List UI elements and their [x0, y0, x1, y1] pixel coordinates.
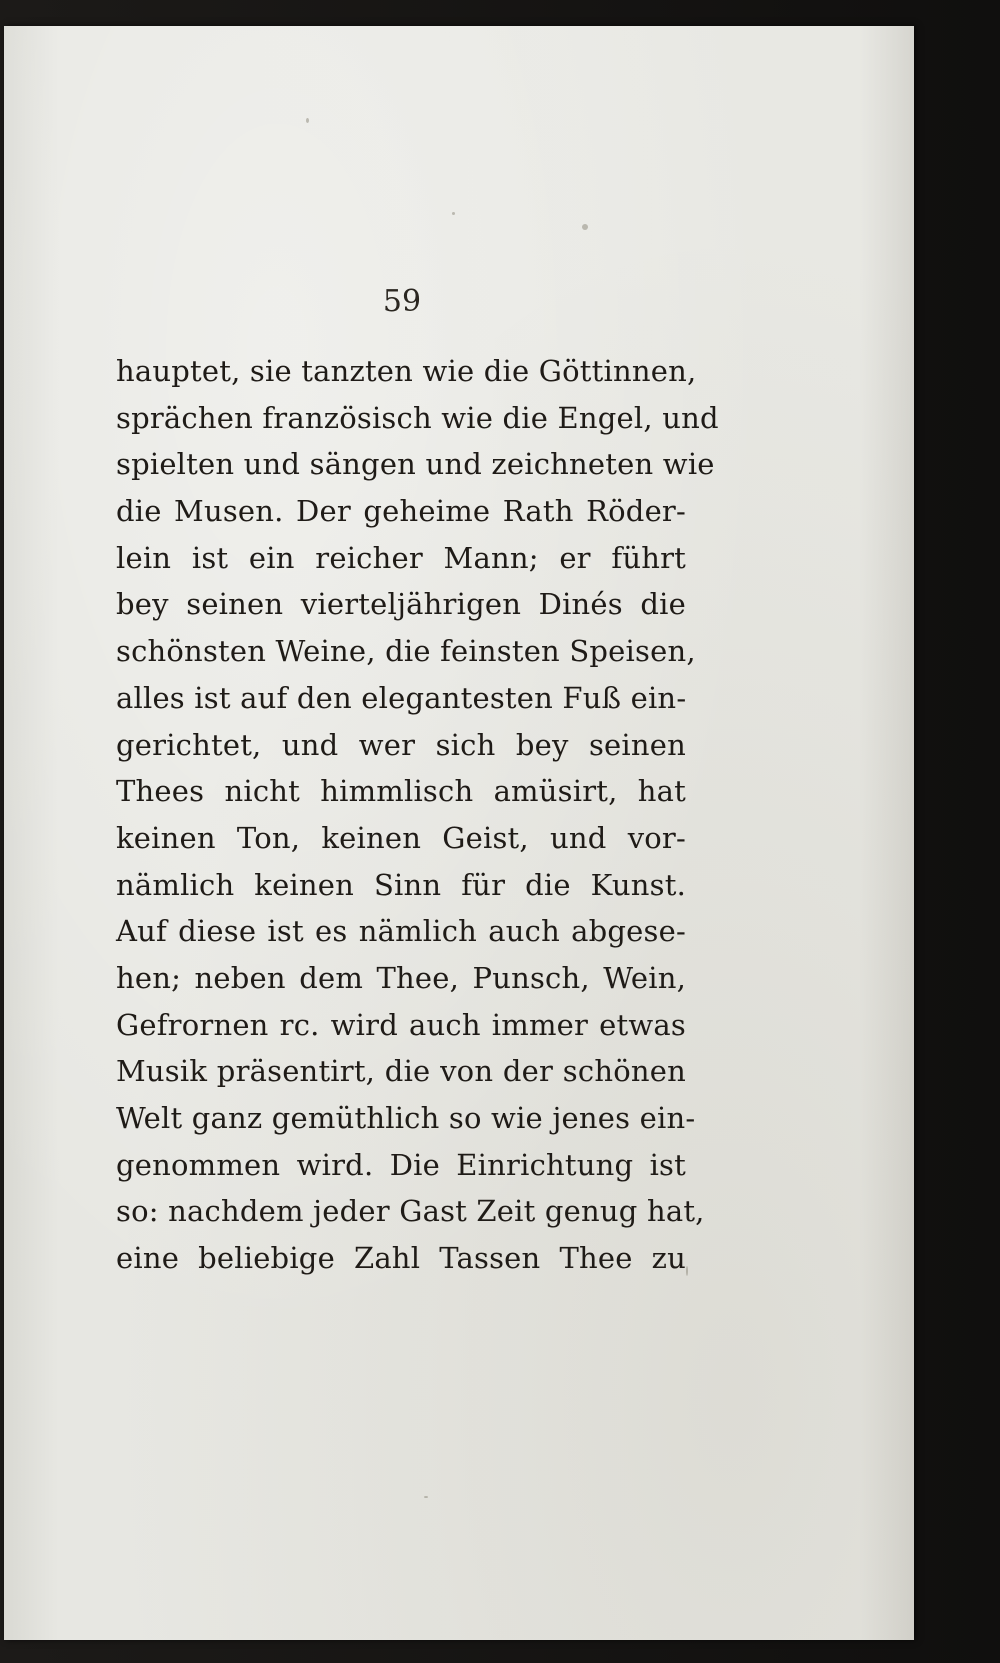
text-line: hauptet, sie tanzten wie die Göttinnen,	[116, 354, 697, 388]
text-line: Thees nicht himmlisch amüsirt, hat	[116, 774, 686, 809]
paper-speck	[686, 1266, 688, 1276]
text-line: eine beliebige Zahl Tassen Thee zu	[116, 1241, 686, 1276]
text-line: keinen Ton, keinen Geist, und vor-	[116, 820, 686, 855]
body-text	[116, 348, 719, 1282]
text-line: bey seinen vierteljährigen Dinés die	[116, 587, 686, 622]
text-line: sprächen französisch wie die Engel, und	[116, 400, 719, 435]
text-line: hen; neben dem Thee, Punsch, Wein,	[116, 960, 686, 995]
text-line: gerichtet, und wer sich bey seinen	[116, 727, 686, 762]
paper-speck	[424, 1496, 428, 1498]
paper-speck	[582, 224, 588, 230]
paper-speck	[452, 212, 455, 215]
text-line: alles ist auf den elegantesten Fuß ein-	[116, 680, 687, 715]
text-line: nämlich keinen Sinn für die Kunst.	[116, 867, 686, 902]
text-line: so: nachdem jeder Gast Zeit genug hat,	[116, 1194, 705, 1229]
page-number: 59	[382, 284, 422, 319]
text-line: die Musen. Der geheime Rath Röder-	[116, 494, 686, 529]
text-line: Auf diese ist es nämlich auch abgese-	[116, 914, 686, 949]
text-line: Musik präsentirt, die von der schönen	[116, 1054, 686, 1089]
book-page	[4, 26, 914, 1640]
paper-speck	[306, 118, 309, 123]
text-line: spielten und sängen und zeichneten wie	[116, 447, 715, 482]
text-line: lein ist ein reicher Mann; er führt	[116, 540, 686, 575]
text-line: schönsten Weine, die feinsten Speisen,	[116, 634, 696, 669]
text-line: Gefrornen rc. wird auch immer etwas	[116, 1007, 686, 1042]
text-line: Welt ganz gemüthlich so wie jenes ein-	[116, 1101, 696, 1135]
text-line: genommen wird. Die Einrichtung ist	[116, 1147, 686, 1182]
